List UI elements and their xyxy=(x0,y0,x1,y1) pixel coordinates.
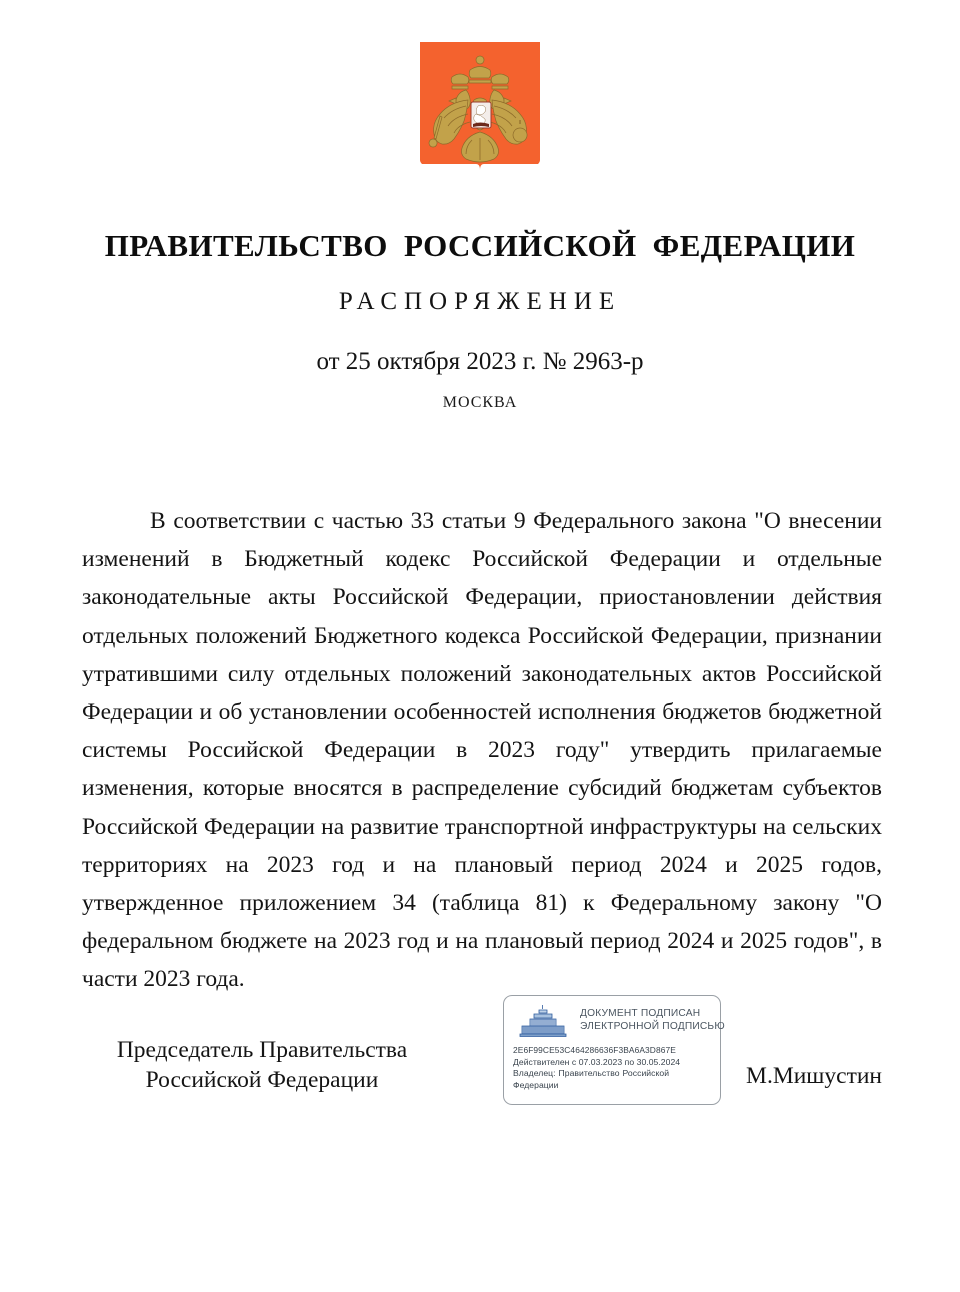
coat-of-arms-russian-federation-icon xyxy=(416,40,544,192)
emblem-container xyxy=(0,40,960,192)
government-building-icon xyxy=(513,1004,573,1038)
stamp-line-2: ЭЛЕКТРОННОЙ ПОДПИСЬЮ xyxy=(580,1021,725,1032)
certificate-owner: Владелец: Правительство Российской Федерации xyxy=(513,1068,670,1090)
government-title: ПРАВИТЕЛЬСТВО РОССИЙСКОЙ ФЕДЕРАЦИИ xyxy=(104,228,856,263)
certificate-validity: Действителен с 07.03.2023 по 30.05.2024 xyxy=(513,1056,681,1067)
stamp-header-text xyxy=(580,1008,725,1033)
stamp-details xyxy=(513,1045,711,1091)
stamp-line-1: ДОКУМЕНТ ПОДПИСАН xyxy=(580,1008,701,1020)
signatory-title: Председатель Правительства Российской Федерации xyxy=(116,1037,408,1093)
document-body-paragraph: В соответствии с частью 33 статьи 9 Федерального закона "О внесении изменений в Бюджетный кодекс Российской Федерации и отдельные законодательные акты Российской Федерации, приостановлении действия отдельных положений Бюджетного кодекса Российской Федерации, признании утратившими силу отдельных положений законодательных актов Российской Федерации и об установлении особенностей исполнения бюджетов бюджетной системы Российской Федерации в 2023 году" утвердить прилагаемые изменения, которые вносятся в распределение субсидий бюджетам субъектов Российской Федерации на развитие транспортной инфраструктуры на сельских территориях на 2023 год и на плановый период 2024 и 2025 годов, утвержденное приложением 34 (таблица 81) к Федеральному закону "О федеральном бюджете на 2023 год и на плановый период 2024 и 2025 годов", в части 2023 года. xyxy=(82,508,882,993)
document-city: МОСКВА xyxy=(442,394,518,411)
signatory-name: М.Мишустин xyxy=(746,1063,882,1089)
electronic-signature-stamp xyxy=(503,995,725,1105)
stamp-header xyxy=(513,1003,725,1039)
certificate-hash: 2E6F99CE53C464286636F3BA6A3D867E xyxy=(513,1045,676,1055)
document-type-heading: РАСПОРЯЖЕНИЕ xyxy=(338,288,622,315)
signature-block xyxy=(82,1035,882,1105)
document-date-number: от 25 октября 2023 г. № 2963-р xyxy=(316,348,644,375)
